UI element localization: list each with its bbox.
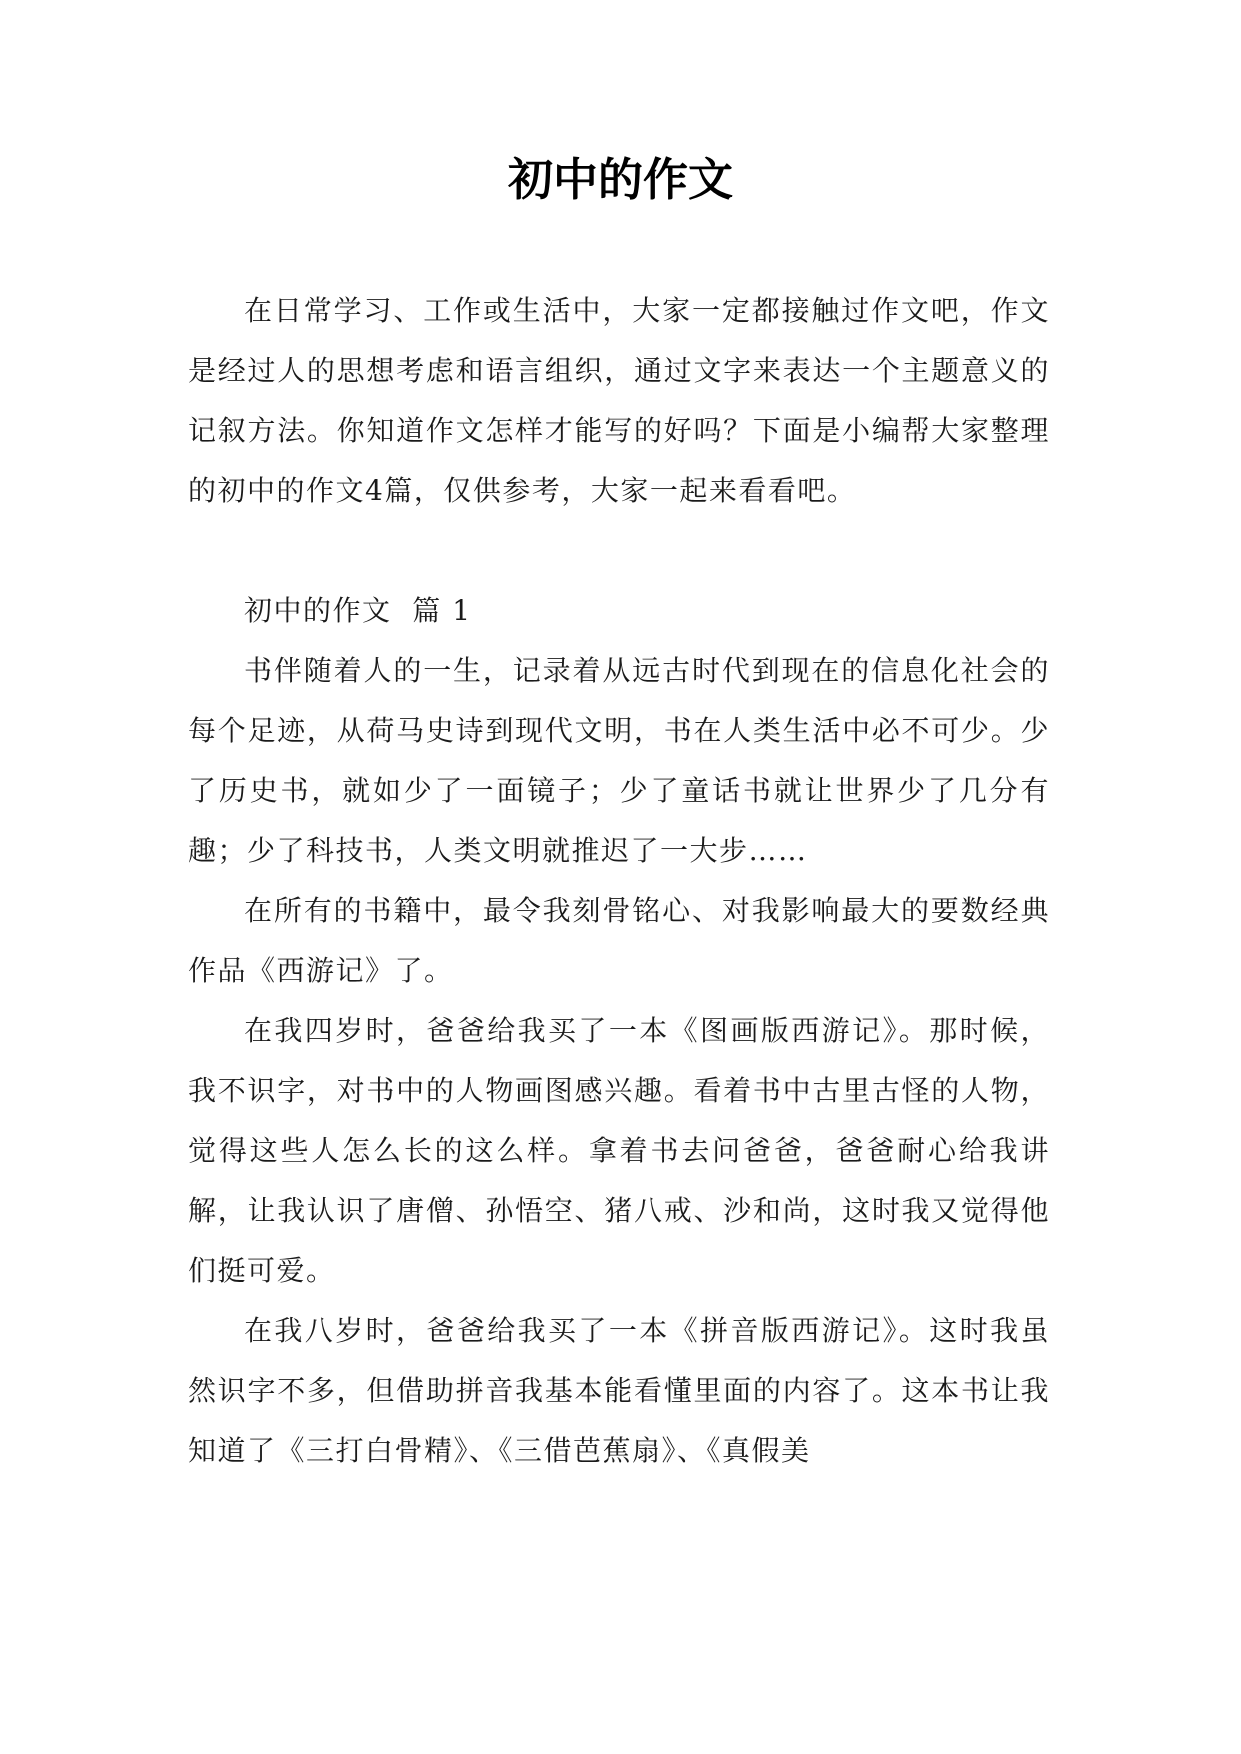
section-paragraph: 在我八岁时，爸爸给我买了一本《拼音版西游记》。这时我虽然识字不多，但借助拼音我基本能看懂里面的内容了。这本书让我知道了《三打白骨精》、《三借芭蕉扇》、《真假美	[188, 1314, 1050, 1467]
section-paragraph: 书伴随着人的一生，记录着从远古时代到现在的信息化社会的每个足迹，从荷马史诗到现代文明，书在人类生活中必不可少。少了历史书，就如少了一面镜子；少了童话书就让世界少了几分有趣；少了科技书，人类文明就推迟了一大步……	[188, 654, 1050, 867]
intro-paragraph: 在日常学习、工作或生活中，大家一定都接触过作文吧，作文是经过人的思想考虑和语言组织，通过文字来表达一个主题意义的记叙方法。你知道作文怎样才能写的好吗？下面是小编帮大家整理的初中的作文4篇，仅供参考，大家一起来看看吧。	[188, 294, 1050, 507]
document-body	[188, 281, 1050, 1481]
section-heading: 初中的作文 篇 1	[244, 594, 472, 627]
document-title: 初中的作文	[507, 153, 733, 206]
section-paragraph: 在我四岁时，爸爸给我买了一本《图画版西游记》。那时候，我不识字，对书中的人物画图感兴趣。看着书中古里古怪的人物，觉得这些人怎么长的这么样。拿着书去问爸爸，爸爸耐心给我讲解，让我认识了唐僧、孙悟空、猪八戒、沙和尚，这时我又觉得他们挺可爱。	[188, 1014, 1050, 1287]
paragraph-spacer	[188, 521, 1050, 581]
section-paragraph: 在所有的书籍中，最令我刻骨铭心、对我影响最大的要数经典作品《西游记》了。	[188, 894, 1050, 987]
